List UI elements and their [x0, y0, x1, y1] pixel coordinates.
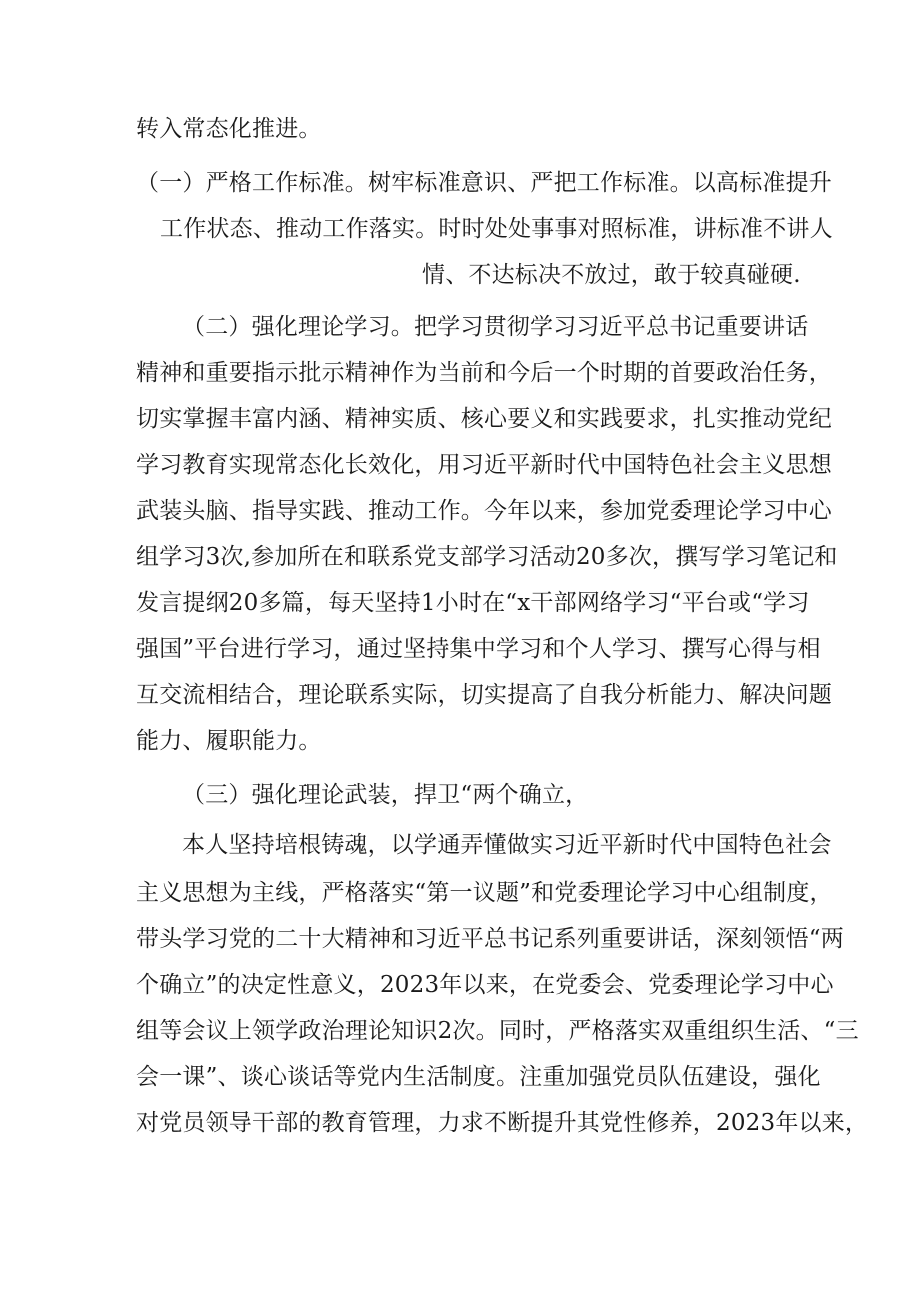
text-line: 发言提纲20多篇，每天坚持1小时在“x干部网络学习“平台或“学习: [136, 590, 810, 616]
text-line: （三）强化理论武装，捍卫“两个确立，: [182, 782, 589, 808]
text-line: 本人坚持培根铸魂，以学通弄懂做实习近平新时代中国特色社会: [182, 832, 832, 858]
text-line: 会一课”、谈心谈话等党内生活制度。注重加强党员队伍建设，强化: [136, 1064, 821, 1090]
text-line: 强国”平台进行学习，通过坚持集中学习和个人学习、撰写心得与相: [136, 636, 821, 662]
text-line: 对党员领导干部的教育管理，力求不断提升其党性修养，2023年以来，: [136, 1110, 869, 1136]
text-line: （二）强化理论学习。把学习贯彻学习习近平总书记重要讲话: [182, 314, 809, 340]
text-line: 工作状态、推动工作落实。时时处处事事对照标准，讲标准不讲人: [160, 216, 833, 242]
text-line: 切实掌握丰富内涵、精神实质、核心要义和实践要求，扎实推动党纪: [136, 406, 832, 432]
text-line: 学习教育实现常态化长效化，用习近平新时代中国特色社会主义思想: [136, 452, 832, 478]
text-line: （一）严格工作标准。树牢标准意识、严把工作标准。以高标准提升: [136, 170, 832, 196]
text-line: 情、不达标决不放过，敢于较真碰硬.: [422, 262, 801, 288]
text-line: 转入常态化推进。: [136, 116, 322, 142]
text-line: 能力、履职能力。: [136, 728, 322, 754]
text-line: 带头学习党的二十大精神和习近平总书记系列重要讲话，深刻领悟“两: [136, 926, 844, 952]
text-line: 武装头脑、指导实践、推动工作。今年以来，参加党委理论学习中心: [136, 498, 832, 524]
text-line: 精神和重要指示批示精神作为当前和今后一个时期的首要政治任务，: [136, 360, 832, 386]
text-line: 组等会议上领学政治理论知识2次。同时，严格落实双重组织生活、“三: [136, 1018, 859, 1044]
text-line: 个确立”的决定性意义，2023年以来，在党委会、党委理论学习中心: [136, 972, 834, 998]
text-line: 主义思想为主线，严格落实“第一议题”和党委理论学习中心组制度，: [136, 880, 833, 906]
text-line: 互交流相结合，理论联系实际，切实提高了自我分析能力、解决问题: [136, 682, 832, 708]
text-line: 组学习3次,参加所在和联系党支部学习活动20多次，撰写学习笔记和: [136, 544, 838, 570]
